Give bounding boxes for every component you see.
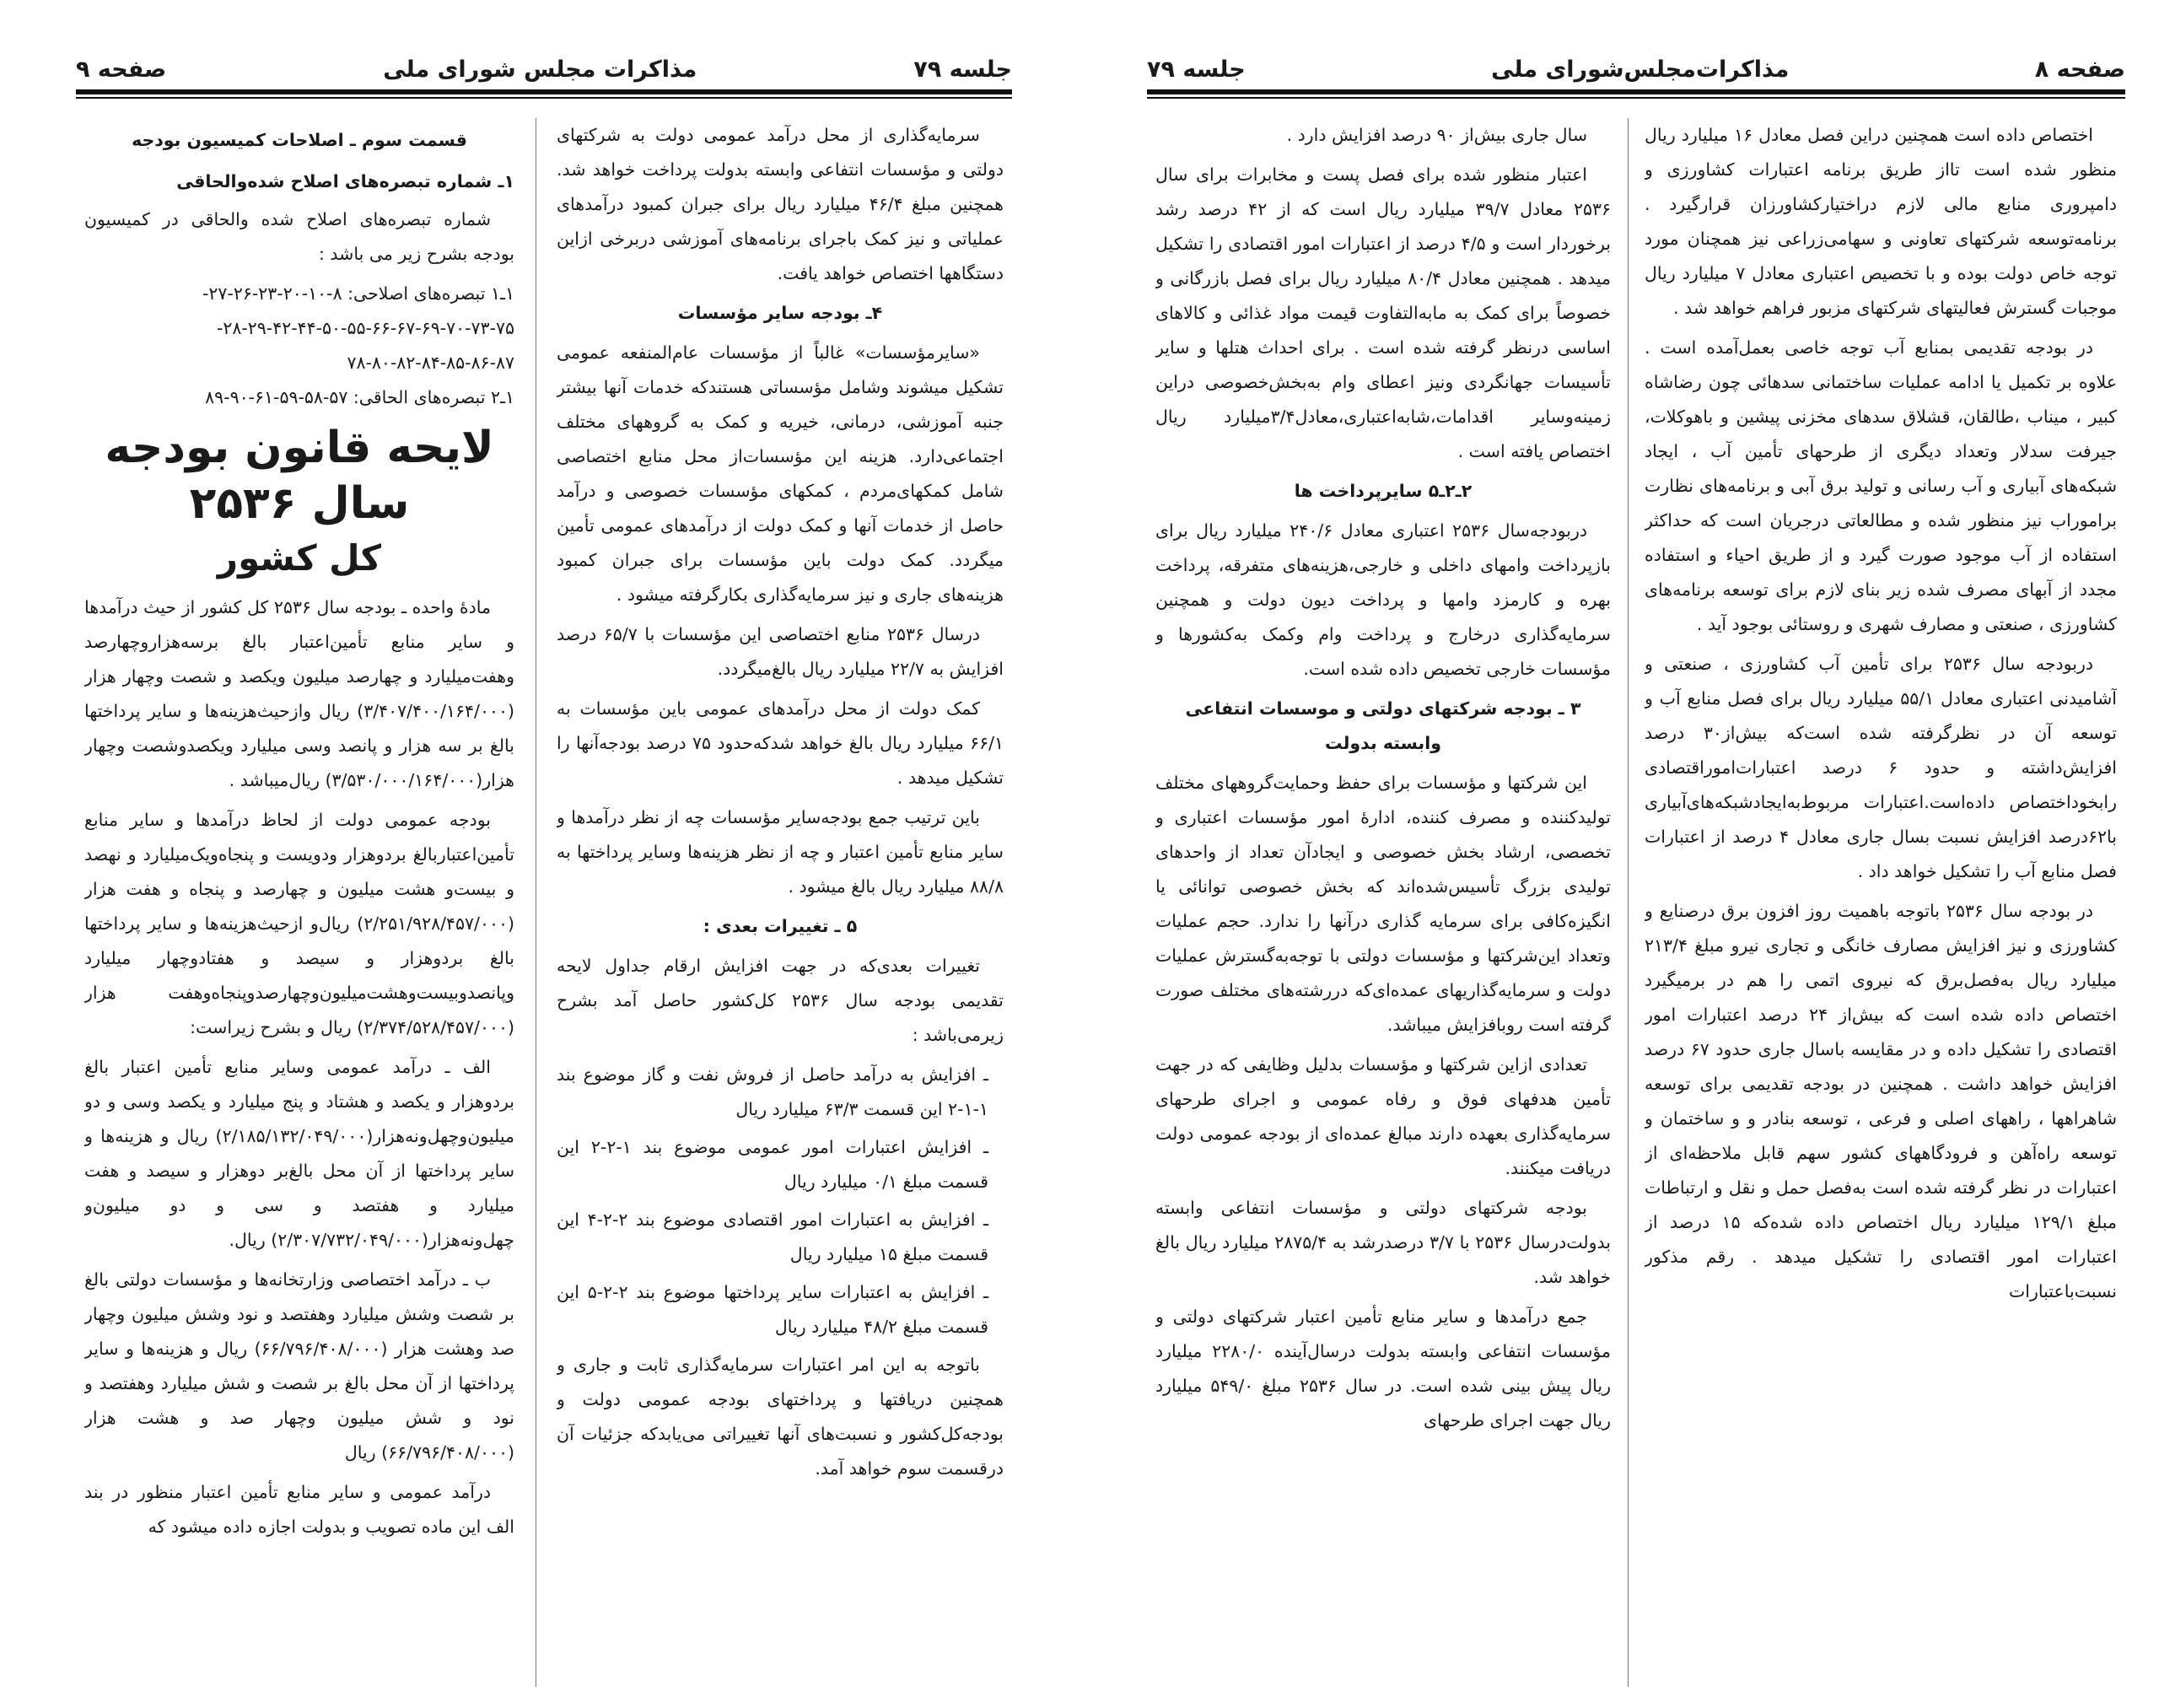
subsection-heading: ۱ـ شماره تبصره‌های اصلاح شده‌والحاقی [176,171,514,191]
paragraph: الف ـ درآمد عمومی وسایر منابع تأمین اعتبار بالغ بردوهزار و یکصد و هشتاد و پنج میلیارد و یکصد وسی و دو میلیون‌وچهل‌ونه‌هزار(۲/۱۸۵/۱۳۲/۰۴۹/۰۰۰) ریال و هزینه‌ها و سایر پرداختها از آن محل بالغ‌بر دوهزار و سیصد و هفت میلیارد و هفتصد و سی و دو میلیون‌و چهل‌ونه‌هزار(۲/۳۰۷/۷۳۲/۰۴۹/۰۰۰) ریال. [84,1057,514,1250]
budget-bill-title: لایحه قانون بودجه سال ۲۵۳۶ [105,423,494,529]
paragraph: تعدادی ازاین شرکتها و مؤسسات بدلیل وظایفی که در جهت تأمین هدفهای فوق و رفاه عمومی و اجرای طرحهای سرمایه‌گذاری بعهده دارند مبالغ عمده‌ای از بودجه عمومی دولت دریافت میکنند. [1155,1054,1611,1178]
paragraph: سال جاری بیش‌از ۹۰ درصد افزایش دارد . [1286,125,1587,145]
paragraph: کمک دولت از محل درآمدهای عمومی باین مؤسسات به ۶۶/۱ میلیارد ریال بالغ خواهد شدکه‌حدود ۷۵ درصد بودجه‌آنها را تشکیل میدهد . [557,698,1004,788]
paragraph: درآمد عمومی و سایر منابع تأمین اعتبار منظور در بند الف این ماده تصویب و بدولت اجازه داده میشود که [84,1482,514,1537]
header-rule-thin [76,97,1012,99]
header-rule-thick [76,89,1012,94]
paragraph: سرمایه‌گذاری از محل درآمد عمومی دولت به شرکتهای دولتی و مؤسسات انتفاعی وابسته بدولت پرداخت خواهد شد. همچنین مبلغ ۴۶/۴ میلیارد ریال برای جبران کمبود درآمدهای عملیاتی و نیز کمک باجرای برنامه‌های آموزشی دربرخی ازاین دستگاهها اختصاص خواهد یافت. [557,125,1004,283]
paragraph: دربودجه سال ۲۵۳۶ برای تأمین آب کشاورزی ، صنعتی و آشامیدنی اعتباری معادل ۵۵/۱ میلیارد ریال برای فصل منابع آب و توسعه آن در نظرگرفته شده است‌که بیش‌از۳۰ درصد افزایش‌داشته و حدود ۶ درصد اعتبارات‌اموراقتصادی رابخوداختصاص داده‌است.اعتبارات مربوط‌به‌ایجادشبکه‌های‌آبیاری با۶۲درصد افزایش نسبت بسال جاری معادل ۴ درصد از اعتبارات فصل منابع آب را تشکیل خواهد داد . [1645,654,2117,881]
left-page-session: جلسه ۷۹ [913,56,1012,83]
paragraph: ب ـ درآمد اختصاصی وزارتخانه‌ها و مؤسسات دولتی بالغ بر شصت وشش میلیارد وهفتصد و نود وشش میلیون وچهار صد وهشت هزار (۶۶/۷۹۶/۴۰۸/۰۰۰) ریال و هزینه‌ها و سایر پرداختها از آن محل بالغ بر شصت و شش میلیارد وهفتصد و نود و شش میلیون وچهار صد و هشت هزار (۶۶/۷۹۶/۴۰۸/۰۰۰) ریال [84,1269,514,1463]
paragraph: مادهٔ واحده ـ بودجه سال ۲۵۳۶ کل کشور از حیث درآمدها و سایر منابع تأمین‌اعتبار بالغ برسه‌هزاروچهارصد وهفت‌میلیارد و چهارصد میلیون ویکصد و شصت وچهار هزار (۳/۴۰۷/۴۰۰/۱۶۴/۰۰۰) ریال وازحیث‌هزینه‌ها و سایر پرداختها بالغ بر سه هزار و پانصد وسی میلیارد ویکصدوشصت وچهار هزار(۳/۵۳۰/۰۰۰/۱۶۴/۰۰۰) ریال‌میباشد . [84,597,514,790]
right-page-session: جلسه ۷۹ [1147,56,1246,83]
right-page-header [1147,51,2125,88]
header-rule-thin [1147,97,2125,99]
paragraph: شماره تبصره‌های اصلاح شده والحاقی در کمیسیون بودجه بشرح زیر می باشد : [84,209,514,264]
paragraph: باین ترتیب جمع بودجه‌سایر مؤسسات چه از نظر درآمدها و سایر منابع تأمین اعتبار و چه از نظر هزینه‌ها وسایر پرداختها به ۸۸/۸ میلیارد ریال بالغ میشود . [557,807,1004,897]
left-page-left-column [84,118,514,1687]
paragraph: این شرکتها و مؤسسات برای حفظ وحمایت‌گروههای مختلف تولیدکننده و مصرف کننده، ادارهٔ امور مؤسسات اعتباری و تخصصی، ارشاد بخش خصوصی و ایجادآن تعداد از واحدهای تولیدی بزرگ تأسیس‌شده‌اند که بخش خصوصی توانائی یا انگیزه‌کافی برای سرمایه گذاری درآنها را ندارد. حجم عملیات وتعداد این‌شرکتها و مؤسسات دولتی با توجه‌به‌گسترش عملیات دولت و سرمایه‌گذاریهای عمده‌ای‌که دررشته‌های مختلف صورت گرفته است رو‌بافزایش میباشد. [1155,773,1611,1035]
list-item: ـ افزایش به اعتبارات امور اقتصادی موضوع بند ۲-۲-۴ این قسمت مبلغ ۱۵ میلیارد ریال [557,1210,988,1264]
left-page-header [76,51,1012,88]
right-page [1122,0,2159,1708]
paragraph: دربودجه‌سال ۲۵۳۶ اعتباری معادل ۲۴۰/۶ میلیارد ریال برای بازپرداخت وامهای داخلی و خارجی،هزینه‌های متفرقه، پرداخت بهره و کارمزد وامها و پرداخت دیون دولت و همچنین سرمایه‌گذاری درخارج و پرداخت وام وکمک به‌کشورها و مؤسسات خارجی تخصیص داده شده است. [1155,520,1611,679]
left-page-title: مذاکرات مجلس شورای ملی [383,56,697,83]
section-heading: ۲ـ۲ـ۵ سایرپرداخت ها [1294,481,1473,501]
left-page-number: صفحه ۹ [76,56,167,83]
paragraph: اعتبار منظور شده برای فصل پست و مخابرات برای سال ۲۵۳۶ معادل ۳۹/۷ میلیارد ریال است که از ۴۲ درصد رشد برخوردار است و ۴/۵ درصد از اعتبارات امور اقتصادی را تشکیل میدهد . همچنین معادل ۸۰/۴ میلیارد ریال برای فصل بازرگانی و خصوصاً برای کمک به مابه‌التفاوت قیمت مواد غذائی و کالاهای اساسی درنظر گرفته شده است . برای احداث هتلها و سایر تأسیسات جهانگردی ونیز اعطای وام به‌بخش‌خصوصی دراین زمینه‌وسایر اقدامات،شابه‌اعتباری،معادل۳/۴میلیارد ریال اختصاص یافته است . [1155,164,1611,461]
section-heading: قسمت سوم ـ اصلاحات کمیسیون بودجه [132,130,467,150]
paragraph: در بودجه تقدیمی بمنابع آب توجه خاصی بعمل‌آمده است . علاوه بر تکمیل یا ادامه عملیات ساختمانی سدهائی چون رضاشاه کبیر ، میناب ،طالقان، قشلاق سدهای مخزنی پیشین و باهوکلات، جیرفت سدلار وتعداد دیگری از طرحهای تأمین آب ، ایجاد شبکه‌های آبیاری و آب رسانی و تولید برق آبی و برنامه‌های نظارت براموراب نیز منظور شده و مطالعاتی درجریان است که حداکثر استفاده از آب موجود صورت گیرد و از طریق احیاء و استفاده مجدد از آبهای مصرف شده زیر بنای لازم برای توسعه برنامه‌های کشاورزی ، صنعتی و مصارف شهری و روستائی بوجود آید . [1645,337,2117,634]
paragraph: درسال ۲۵۳۶ منابع اختصاصی این مؤسسات با ۶۵/۷ درصد افزایش به ۲۲/۷ میلیارد ریال بالغ‌میگردد. [557,624,1004,679]
left-page-right-column [557,118,1004,1687]
list-item: ـ افزایش به اعتبارات سایر پرداختها موضوع بند ۲-۲-۵ این قسمت مبلغ ۴۸/۲ میلیارد ریال [557,1282,988,1337]
paragraph: بودجه عمومی دولت از لحاظ درآمدها و سایر منابع تأمین‌اعتباربالغ بردوهزار ودویست و پنجاه‌ویک‌میلیارد و نهصد و بیست‌و هشت میلیون و چهارصد و پنجاه و هفت هزار (۲/۲۵۱/۹۲۸/۴۵۷/۰۰۰) ریال‌و ازحیث‌هزینه‌ها و سایر پرداختها بالغ بردوهزار و سیصد و هفتادوچهار میلیارد وپانصدوبیست‌وهشت‌میلیون‌وچهارصدوپنجاه‌وهفت هزار (۲/۳۷۴/۵۲۸/۴۵۷/۰۰۰) ریال و بشرح زیراست: [84,810,514,1037]
book-gutter [1071,0,1122,1708]
paragraph: بودجه شرکتهای دولتی و مؤسسات انتفاعی وابسته بدولت‌درسال ۲۵۳۶ با ۳/۷ درصدرشد به ۲۸۷۵/۴ میلیارد ریال بالغ خواهد شد. [1155,1198,1611,1287]
right-page-title: مذاکرات‌مجلس‌شورای ملی [1491,56,1790,83]
paragraph: تغییرات بعدی‌که در جهت افزایش ارقام جداول لایحه تقدیمی بودجه سال ۲۵۳۶ کل‌کشور حاصل آمد بشرح زیرمی‌باشد : [557,956,1004,1045]
list-line: ۲۸-۲۹-۴۲-۴۴-۵۰-۵۵-۶۶-۶۷-۶۹-۷۰-۷۳-۷۵- [216,318,514,338]
left-page [0,0,1071,1708]
list-item: ـ افزایش به درآمد حاصل از فروش نفت و گاز موضوع بند ۱-۱-۲ این قسمت ۶۳/۳ میلیارد ریال [557,1064,988,1119]
budget-bill-subtitle: کل کشور [217,537,382,579]
paragraph: «سایرمؤسسات» غالباً از مؤسسات عام‌المنفعه عمومی تشکیل میشوند وشامل مؤسساتی هستندکه خدمات آنها بیشتر جنبه آموزشی، درمانی، خیریه و کمک به گروههای مختلف اجتماعی‌دارد. هزینه این مؤسسات‌از محل منابع اختصاصی شامل کمکهای‌مردم ، کمکهای مؤسسات خصوصی و درآمد حاصل از خدمات آنها و کمک دولت از درآمدهای عمومی تأمین میگردد. کمک دولت باین مؤسسات برای جبران کمبود هزینه‌های جاری و نیز سرمایه‌گذاری بکارگرفته میشود . [557,342,1004,605]
section-heading: ۵ ـ تغییرات بعدی : [703,916,858,936]
paragraph: در بودجه سال ۲۵۳۶ باتوجه باهمیت روز افزون برق درصنایع و کشاورزی و نیز افزایش مصارف خانگی و تجاری نیرو مبلغ ۲۱۳/۴ میلیارد ریال به‌فصل‌برق که نیروی اتمی را هم در برمیگیرد اختصاص داده شده است که بیش‌از ۲۴ درصد اعتبارات امور اقتصادی را تشکیل داده و در مقایسه باسال جاری حدود ۶۷ درصد افزایش خواهد داشت . همچنین در بودجه تقدیمی برای توسعه شاهراهها ، راههای اصلی و فرعی ، توسعه بنادر و و ساختمان و توسعه راه‌آهن و فرودگاههای کشور سهم قابل ملاحظه‌ای از اعتبارات در نظر گرفته شده است به‌فصل حمل و نقل و ارتباطات مبلغ ۱۲۹/۱ میلیارد ریال اختصاص داده شده‌که ۱۵ درصد از اعتبارات امور اقتصادی را تشکیل میدهد . رقم مذکور نسبت‌باعتبارات [1645,901,2117,1301]
right-page-left-column [1155,118,1611,1687]
list-line: ۷۸-۸۰-۸۲-۸۴-۸۵-۸۶-۸۷ [347,353,514,373]
paragraph: جمع درآمدها و سایر منابع تأمین اعتبار شرکتهای دولتی و مؤسسات انتفاعی وابسته بدولت درسال‌آینده ۲۲۸۰/۰ میلیارد ریال پیش بینی شده است. در سال ۲۵۳۶ مبلغ ۵۴۹/۰ میلیارد ریال جهت اجرای طرحهای [1155,1307,1611,1431]
right-page-right-column [1645,118,2117,1687]
section-heading: ۴ـ بودجه سایر مؤسسات [677,303,883,323]
section-heading: ۳ ـ بودجه شرکتهای دولتی و موسسات انتفاعی وابسته بدولت [1185,698,1581,753]
list-line: ۱ـ۲ تبصره‌های الحاقی: ۵۷-۵۸-۵۹-۶۱-۹۰-۸۹ [205,387,514,407]
paragraph: اختصاص داده است همچنین دراین فصل معادل ۱۶ میلیارد ریال منظور شده است تااز طریق برنامه اعتبارات کشاورزی و دامپروری منابع مالی لازم دراختیارکشاورزان قرارگیرد . برنامه‌توسعه شرکتهای تعاونی و سهامی‌زراعی نیز همچنان مورد توجه خاص دولت بوده و با تخصیص اعتباری معادل ۷ میلیارد ریال موجبات گسترش فعالیتهای شرکتهای مزبور فراهم خواهد شد . [1645,125,2117,318]
column-divider [1628,118,1629,1687]
paragraph: باتوجه به این امر اعتبارات سرمایه‌گذاری ثابت و جاری و همچنین دریافتها و پرداختهای بودجه عمومی دولت و بودجه‌کل‌کشور و نسبت‌های آنها تغییراتی می‌یابدکه جزئیات آن درقسمت سوم خواهد آمد. [557,1355,1004,1479]
list-item: ـ افزایش اعتبارات امور عمومی موضوع بند ۱-۲-۲ این قسمت مبلغ ۰/۱ میلیارد ریال [557,1137,989,1192]
header-rule-thick [1147,89,2125,94]
right-page-number: صفحه ۸ [2034,56,2125,83]
list-line: ۱ـ۱ تبصره‌های اصلاحی: ۸-۱۰-۲۰-۲۳-۲۶-۲۷- [202,283,514,304]
